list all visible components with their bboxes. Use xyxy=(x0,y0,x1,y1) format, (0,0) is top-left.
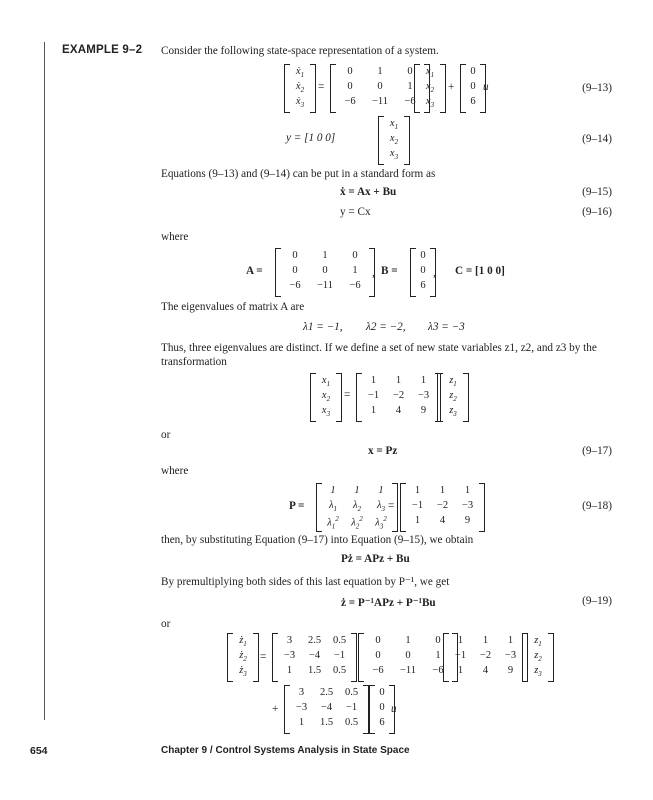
vandermonde-matrix-cell: 1 xyxy=(378,485,384,496)
inverse-p-matrix-cell: 2.5 xyxy=(307,635,322,646)
state-vector-x xyxy=(378,116,410,165)
margin-rule xyxy=(44,42,45,720)
equation-9-15: ẋ = Ax + Bu xyxy=(340,186,397,198)
equals-sign: = xyxy=(318,81,325,93)
state-vector-x-cell: $x_1$ xyxy=(321,375,331,389)
state-vector-x-cell: $x_3$ xyxy=(321,405,331,419)
eq-number-9-13: (9–13) xyxy=(582,82,612,94)
vandermonde-matrix-cell: $\lambda_2$ xyxy=(352,500,362,514)
intro-text: Consider the following state-space representation of a system. xyxy=(161,45,439,57)
eigenvalue-3: λ3 = −3 xyxy=(428,321,465,333)
matrix-p-cell: −3 xyxy=(504,650,517,661)
inverse-p-matrix-2-cell: −1 xyxy=(345,702,358,713)
matrix-p-cell: 1 xyxy=(414,485,421,496)
system-matrix-a-cell: 0 xyxy=(347,66,353,77)
vandermonde-matrix-cell: 1 xyxy=(330,485,336,496)
matrix-p-cell: 9 xyxy=(420,405,427,416)
state-vector-z-cell: $z_1$ xyxy=(449,375,457,389)
state-vector-z-cell: $z_3$ xyxy=(534,665,542,679)
inverse-p-matrix-2-cell: 1.5 xyxy=(319,717,334,728)
state-vector-z-cell: $z_1$ xyxy=(534,635,542,649)
paragraph-eigenvalues: The eigenvalues of matrix A are xyxy=(161,301,305,313)
system-matrix-a-cell: −11 xyxy=(371,96,389,107)
plus-sign: + xyxy=(272,703,279,715)
matrix-p-cell: 4 xyxy=(482,665,489,676)
example-label: EXAMPLE 9–2 xyxy=(62,44,143,56)
matrix-p-cell: −1 xyxy=(411,500,424,511)
where-label-2: where xyxy=(161,465,189,477)
input-matrix-b-cell: 6 xyxy=(470,96,476,107)
matrix-p-cell: 1 xyxy=(482,635,489,646)
matrix-p-cell: 1 xyxy=(395,375,402,386)
comma: , xyxy=(372,267,375,279)
matrix-p-cell: 9 xyxy=(507,665,514,676)
vandermonde-matrix-cell: $\lambda_1$ xyxy=(328,500,338,514)
vandermonde-matrix xyxy=(316,483,398,532)
eq-number-9-14: (9–14) xyxy=(582,133,612,145)
eq-number-9-19: (9–19) xyxy=(582,595,612,607)
matrix-p-cell: 1 xyxy=(420,375,427,386)
equals-sign: = xyxy=(260,651,267,663)
state-vector-x-cell: $x_3$ xyxy=(425,96,435,110)
matrix-b-cell: 6 xyxy=(420,280,426,291)
inverse-p-matrix-cell: −3 xyxy=(283,650,296,661)
input-matrix-b-cell: 6 xyxy=(379,717,385,728)
matrix-a-cell: 0 xyxy=(375,635,381,646)
matrix-a-cell: 1 xyxy=(435,650,441,661)
equation-pz: Pż = APz + Bu xyxy=(341,553,410,565)
matrix-p-cell: 1 xyxy=(439,485,446,496)
state-derivative-vector-cell: ẋ$_3$ xyxy=(295,96,305,110)
state-derivative-vector-cell: ẋ$_1$ xyxy=(295,66,305,80)
vandermonde-matrix-cell: $\lambda_2^2$ xyxy=(351,515,363,531)
input-matrix-b-cell: 0 xyxy=(470,81,476,92)
inverse-p-matrix-2-cell: −4 xyxy=(320,702,333,713)
system-matrix-a-cell: 0 xyxy=(407,66,413,77)
p-label: P = xyxy=(289,500,305,512)
state-derivative-vector-cell: ẋ$_2$ xyxy=(295,81,305,95)
matrix-a-cell: 0 xyxy=(352,250,358,261)
matrix-a-cell: 0 xyxy=(375,650,381,661)
matrix-a-cell: −6 xyxy=(349,280,361,291)
input-u: u xyxy=(483,81,489,93)
matrix-a-cell: −6 xyxy=(372,665,384,676)
system-matrix-a-cell: 0 xyxy=(377,81,383,92)
system-matrix-a-cell: 1 xyxy=(377,66,383,77)
input-matrix-b-cell: 0 xyxy=(470,66,476,77)
matrix-a-cell: −6 xyxy=(289,280,301,291)
paragraph-premultiply: By premultiplying both sides of this last equation by P⁻¹, we get xyxy=(161,576,450,588)
inverse-p-matrix-cell: −4 xyxy=(308,650,321,661)
a-label: A = xyxy=(246,265,263,277)
input-matrix-b-cell: 0 xyxy=(379,687,385,698)
system-matrix-a-cell: −6 xyxy=(404,96,416,107)
state-vector-x-cell: $x_2$ xyxy=(321,390,331,404)
paragraph-standard-form: Equations (9–13) and (9–14) can be put in a standard form as xyxy=(161,168,436,180)
matrix-p-cell: −1 xyxy=(454,650,467,661)
comma: , xyxy=(433,267,436,279)
matrix-a-cell: −11 xyxy=(399,665,417,676)
state-vector-z-cell: $z_2$ xyxy=(449,390,457,404)
matrix-p-cell: −1 xyxy=(367,390,380,401)
eigenvalue-1: λ1 = −1, xyxy=(303,321,343,333)
system-matrix-a-cell: 1 xyxy=(407,81,413,92)
matrix-p-cell: 9 xyxy=(464,515,471,526)
c-definition: C = [1 0 0] xyxy=(455,265,505,277)
state-vector-z xyxy=(522,633,554,682)
matrix-p-cell: 1 xyxy=(370,405,377,416)
matrix-p-cell: 1 xyxy=(457,665,464,676)
state-vector-x xyxy=(414,64,446,113)
eq-number-9-16: (9–16) xyxy=(582,206,612,218)
system-matrix-a-cell: −6 xyxy=(344,96,356,107)
state-vector-x-cell: $x_1$ xyxy=(425,66,435,80)
inverse-p-matrix-cell: 3 xyxy=(286,635,293,646)
inverse-p-matrix-cell: 1 xyxy=(286,665,293,676)
system-matrix-a-cell: 0 xyxy=(347,81,353,92)
matrix-p-cell: 1 xyxy=(507,635,514,646)
matrix-p-cell: 4 xyxy=(439,515,446,526)
inverse-p-matrix-2-cell: 1 xyxy=(298,717,305,728)
state-vector-x xyxy=(310,373,342,422)
matrix-b-cell: 0 xyxy=(420,250,426,261)
inverse-p-matrix-cell: 1.5 xyxy=(307,665,322,676)
equation-9-19: ż = P⁻¹APz + P⁻¹Bu xyxy=(341,597,436,609)
page-number: 654 xyxy=(30,745,48,757)
inverse-p-matrix-2-cell: −3 xyxy=(295,702,308,713)
matrix-p-cell: 1 xyxy=(370,375,377,386)
input-u: u xyxy=(391,703,397,715)
vandermonde-matrix-cell: 1 xyxy=(354,485,360,496)
inverse-p-matrix-2-cell: 2.5 xyxy=(319,687,334,698)
eigenvalue-2: λ2 = −2, xyxy=(366,321,406,333)
or-label-1: or xyxy=(161,429,171,441)
state-vector-x-cell: $x_2$ xyxy=(425,81,435,95)
paragraph-substitute: then, by substituting Equation (9–17) into Equation (9–15), we obtain xyxy=(161,534,474,546)
matrix-p-cell: −3 xyxy=(461,500,474,511)
inverse-p-matrix-2 xyxy=(284,685,369,734)
matrix-a-cell: 0 xyxy=(435,635,441,646)
matrix-p xyxy=(400,483,485,532)
matrix-a-cell: 0 xyxy=(322,265,328,276)
matrix-a-cell: 0 xyxy=(292,265,298,276)
matrix-a xyxy=(275,248,375,297)
z-derivative-vector-cell: $ż_2$ xyxy=(239,650,247,664)
state-vector-z-cell: $z_2$ xyxy=(534,650,542,664)
matrix-p xyxy=(443,633,528,682)
inverse-p-matrix xyxy=(272,633,357,682)
equation-9-17: x = Pz xyxy=(368,445,398,457)
matrix-a-cell: −11 xyxy=(316,280,334,291)
matrix-p-cell: −2 xyxy=(392,390,405,401)
output-equation-lhs: y = [1 0 0] xyxy=(286,132,336,144)
input-matrix-b-cell: 0 xyxy=(379,702,385,713)
eq-number-9-18: (9–18) xyxy=(582,500,612,512)
z-derivative-vector-cell: $ż_1$ xyxy=(239,635,247,649)
matrix-a-cell: 1 xyxy=(405,635,411,646)
vandermonde-matrix-cell: $\lambda_1^2$ xyxy=(327,515,339,531)
state-vector-x-cell: $x_1$ xyxy=(389,118,399,132)
equation-9-16: y = Cx xyxy=(340,206,371,218)
matrix-p-cell: 1 xyxy=(464,485,471,496)
matrix-p-cell: −2 xyxy=(479,650,492,661)
eq-number-9-17: (9–17) xyxy=(582,445,612,457)
inverse-p-matrix-2-cell: 0.5 xyxy=(344,687,359,698)
matrix-p xyxy=(356,373,441,422)
matrix-p-cell: −3 xyxy=(417,390,430,401)
inverse-p-matrix-cell: −1 xyxy=(333,650,346,661)
matrix-a-cell: −6 xyxy=(432,665,444,676)
eq-number-9-15: (9–15) xyxy=(582,186,612,198)
matrix-p-cell: 4 xyxy=(395,405,402,416)
chapter-footer: Chapter 9 / Control Systems Analysis in State Space xyxy=(161,745,410,756)
plus-sign: + xyxy=(448,81,455,93)
equals-sign: = xyxy=(344,389,351,401)
inverse-p-matrix-2-cell: 3 xyxy=(298,687,305,698)
z-derivative-vector xyxy=(227,633,259,682)
z-derivative-vector-cell: $ż_3$ xyxy=(239,665,247,679)
state-vector-x-cell: $x_3$ xyxy=(389,148,399,162)
or-label-2: or xyxy=(161,618,171,630)
inverse-p-matrix-2-cell: 0.5 xyxy=(344,717,359,728)
state-vector-z-cell: $z_3$ xyxy=(449,405,457,419)
inverse-p-matrix-cell: 0.5 xyxy=(332,635,347,646)
matrix-b-cell: 0 xyxy=(420,265,426,276)
matrix-p-cell: −2 xyxy=(436,500,449,511)
vandermonde-matrix-cell: $\lambda_3^2$ xyxy=(375,515,387,531)
matrix-a-cell: 1 xyxy=(352,265,358,276)
matrix-a-cell: 1 xyxy=(322,250,328,261)
state-vector-z xyxy=(437,373,469,422)
vandermonde-matrix-cell: $\lambda_3$ xyxy=(376,500,386,514)
state-vector-x-cell: $x_2$ xyxy=(389,133,399,147)
matrix-p-cell: 1 xyxy=(457,635,464,646)
paragraph-distinct: Thus, three eigenvalues are distinct. If we define a set of new state variables z1, z2, and z3 by the transformation xyxy=(161,342,597,368)
matrix-p-cell: 1 xyxy=(414,515,421,526)
equals-sign: = xyxy=(388,500,395,512)
where-label-1: where xyxy=(161,231,189,243)
matrix-a-cell: 0 xyxy=(405,650,411,661)
inverse-p-matrix-cell: 0.5 xyxy=(332,665,347,676)
matrix-a-cell: 0 xyxy=(292,250,298,261)
b-label: B = xyxy=(381,265,398,277)
state-derivative-vector xyxy=(284,64,316,113)
